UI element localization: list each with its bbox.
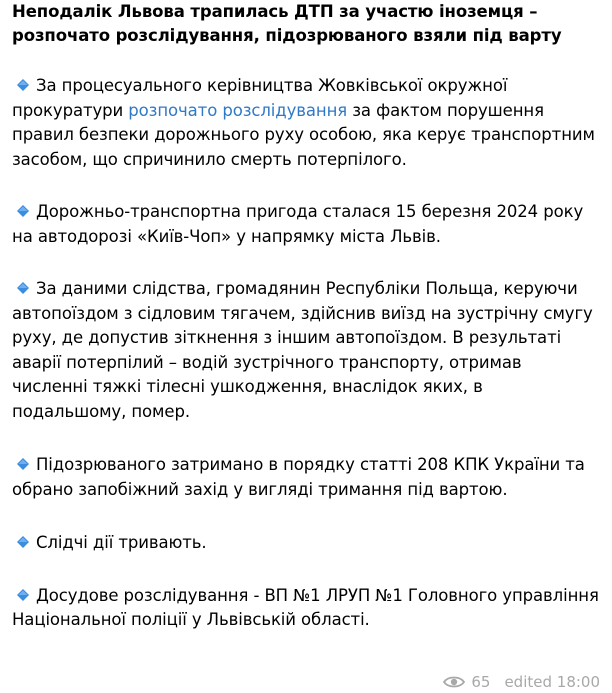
- post-meta: [443, 671, 600, 693]
- post-title-line-1: Неподалік Львова трапилась ДТП за участю іноземця –: [12, 2, 538, 21]
- investigation-link[interactable]: розпочато розслідування: [128, 100, 348, 120]
- view-count: 65: [471, 673, 491, 691]
- paragraph-6: [12, 584, 600, 633]
- paragraph-3-text: За даними слідства, громадянин Республіки Польща, керуючи автопоїздом з сідловим тягачем, здійснив виїзд на зустрічну смугу руху, де допустив зіткнення з іншим автопоїздом. В результаті аварії потерпілий – водій зустрічного транспорту, отримав численні тяжкі тілесні ушкодження, внаслідок яких, в подальшому, помер.: [12, 279, 593, 421]
- blue-diamond-icon: [17, 536, 29, 548]
- blue-diamond-icon: [17, 205, 29, 217]
- blue-diamond-icon: [17, 282, 29, 294]
- post-title: [12, 0, 600, 48]
- blue-diamond-icon: [17, 589, 29, 601]
- paragraph-2: [12, 200, 600, 249]
- post-title-line-2: розпочато розслідування, підозрюваного взяли під варту: [12, 26, 562, 45]
- blue-diamond-icon: [17, 458, 29, 470]
- paragraph-1: [12, 74, 600, 172]
- paragraph-6-text: Досудове розслідування - ВП №1 ЛРУП №1 Головного управління Національної поліції у Львівській області.: [12, 585, 599, 629]
- paragraph-1-text-start: За процесуального керівництва Жовківської окружної прокуратури: [12, 76, 508, 120]
- blue-diamond-icon: [17, 79, 29, 91]
- paragraph-4-text: Підозрюваного затримано в порядку статті 208 КПК України та обрано запобіжний захід у вигляді тримання під вартою.: [12, 455, 585, 499]
- paragraph-1-text-end: за фактом порушення правил безпеки дорожнього руху особою, яка керує транспортним засобом, що спричинило смерть потерпілого.: [12, 100, 595, 169]
- eye-icon: [443, 675, 465, 689]
- paragraph-5-text: Слідчі дії тривають.: [36, 533, 207, 552]
- paragraph-4: [12, 453, 600, 502]
- paragraph-3: [12, 277, 600, 424]
- edited-timestamp: edited 18:00: [504, 673, 600, 691]
- paragraph-5: [12, 531, 600, 556]
- paragraph-2-text: Дорожньо-транспортна пригода сталася 15 березня 2024 року на автодорозі «Київ-Чоп» у напрямку міста Львів.: [12, 202, 584, 246]
